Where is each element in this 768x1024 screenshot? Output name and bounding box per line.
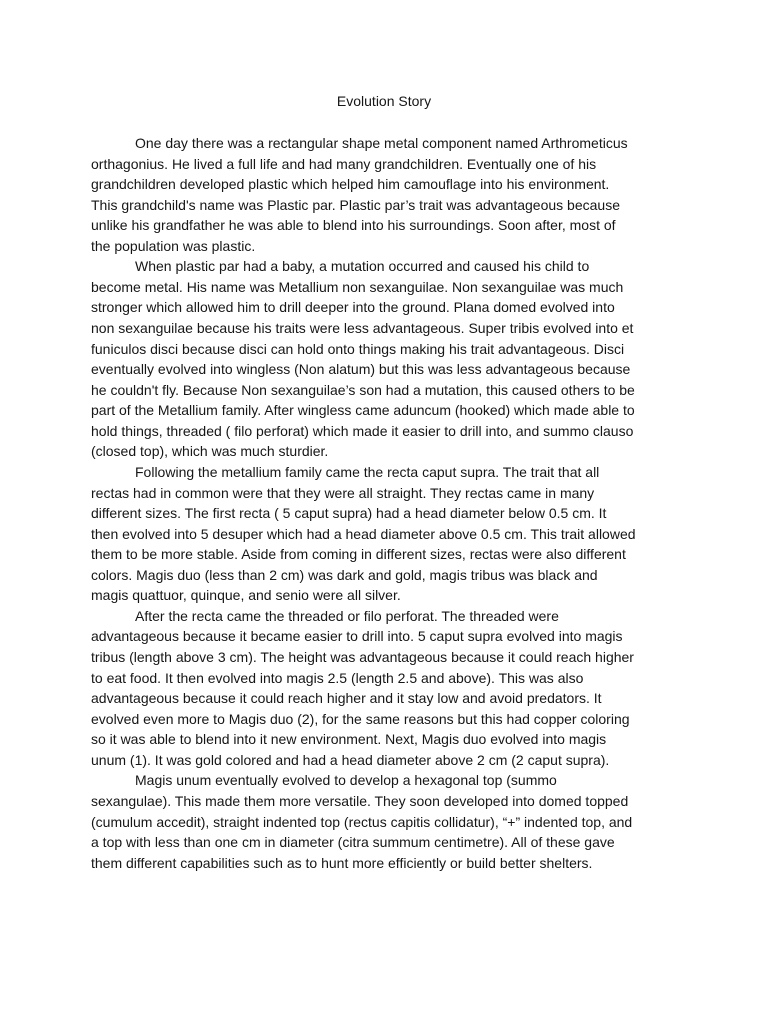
paragraph-line: After the recta came the threaded or filo perforat. The threaded were: [135, 607, 559, 624]
paragraph-line: One day there was a rectangular shape metal component named Arthrometicus: [135, 134, 628, 151]
paragraph-line: (closed top), which was much sturdier.: [91, 443, 329, 460]
paragraph-line: a top with less than one cm in diameter (citra summum centimetre). All of these gave: [91, 834, 615, 851]
paragraph-line: colors. Magis duo (less than 2 cm) was dark and gold, magis tribus was black and: [91, 566, 598, 583]
paragraph-line: unlike his grandfather he was able to blend into his surroundings. Soon after, most of: [91, 217, 616, 234]
paragraph-1: [91, 133, 677, 256]
paragraph-line: sexangulae). This made them more versatile. They soon developed into domed topped: [91, 792, 629, 809]
paragraph-line: This grandchild's name was Plastic par. Plastic par’s trait was advantageous because: [91, 196, 620, 213]
paragraph-line: then evolved into 5 desuper which had a head diameter above 0.5 cm. This trait allowed: [91, 525, 636, 542]
paragraph-line: hold things, threaded ( filo perforat) which made it easier to drill into, and summo clauso: [91, 422, 634, 439]
document-title: Evolution Story: [336, 93, 432, 109]
paragraph-5: [91, 770, 677, 873]
paragraph-line: unum (1). It was gold colored and had a head diameter above 2 cm (2 caput supra).: [91, 751, 610, 768]
paragraph-line: Following the metallium family came the recta caput supra. The trait that all: [135, 463, 600, 480]
paragraph-line: different sizes. The first recta ( 5 caput supra) had a head diameter below 0.5 cm. It: [91, 505, 607, 522]
paragraph-line: the population was plastic.: [91, 237, 256, 254]
paragraph-line: When plastic par had a baby, a mutation occurred and caused his child to: [135, 258, 590, 275]
paragraph-line: non sexanguilae because his traits were less advantageous. Super tribis evolved into et: [91, 320, 634, 337]
paragraph-line: magis quattuor, quinque, and senio were all silver.: [91, 587, 401, 604]
document-body: [91, 91, 677, 873]
paragraph-line: so it was able to blend into it new environment. Next, Magis duo evolved into magis: [91, 731, 607, 748]
paragraph-3: [91, 462, 677, 606]
paragraph-line: them to be more stable. Aside from coming in different sizes, rectas were also different: [91, 546, 626, 563]
paragraph-line: he couldn't fly. Because Non sexanguilae’s son had a mutation, this caused others to be: [91, 381, 635, 398]
paragraph-line: grandchildren developed plastic which helped him camouflage into his environment.: [91, 176, 610, 193]
paragraph-line: eventually evolved into wingless (Non alatum) but this was less advantageous because: [91, 361, 631, 378]
paragraph-line: advantageous because it could reach higher and it stay low and avoid predators. It: [91, 690, 602, 707]
paragraph-line: tribus (length above 3 cm). The height was advantageous because it could reach higher: [91, 649, 634, 666]
paragraph-line: Magis unum eventually evolved to develop a hexagonal top (summo: [135, 772, 557, 789]
paragraph-2: [91, 256, 677, 462]
paragraph-line: part of the Metallium family. After wingless came aduncum (hooked) which made able to: [91, 402, 635, 419]
paragraph-line: become metal. His name was Metallium non sexanguilae. Non sexanguilae was much: [91, 278, 624, 295]
paragraph-line: to eat food. It then evolved into magis 2.5 (length 2.5 and above). This was also: [91, 669, 584, 686]
paragraph-line: (cumulum accedit), straight indented top (rectus capitis collidatur), “+” indented top, and: [91, 813, 633, 830]
paragraph-line: orthagonius. He lived a full life and had many grandchildren. Eventually one of his: [91, 155, 597, 172]
paragraph-line: stronger which allowed him to drill deeper into the ground. Plana domed evolved into: [91, 299, 615, 316]
paragraph-line: them different capabilities such as to hunt more efficiently or build better shelters.: [91, 854, 593, 871]
paragraph-line: funiculos disci because disci can hold onto things making his trait advantageous. Disci: [91, 340, 625, 357]
paragraph-4: [91, 606, 677, 771]
paragraph-line: advantageous because it became easier to drill into. 5 caput supra evolved into magis: [91, 628, 623, 645]
paragraph-line: evolved even more to Magis duo (2), for the same reasons but this had copper coloring: [91, 710, 630, 727]
paragraph-line: rectas had in common were that they were all straight. They rectas came in many: [91, 484, 595, 501]
